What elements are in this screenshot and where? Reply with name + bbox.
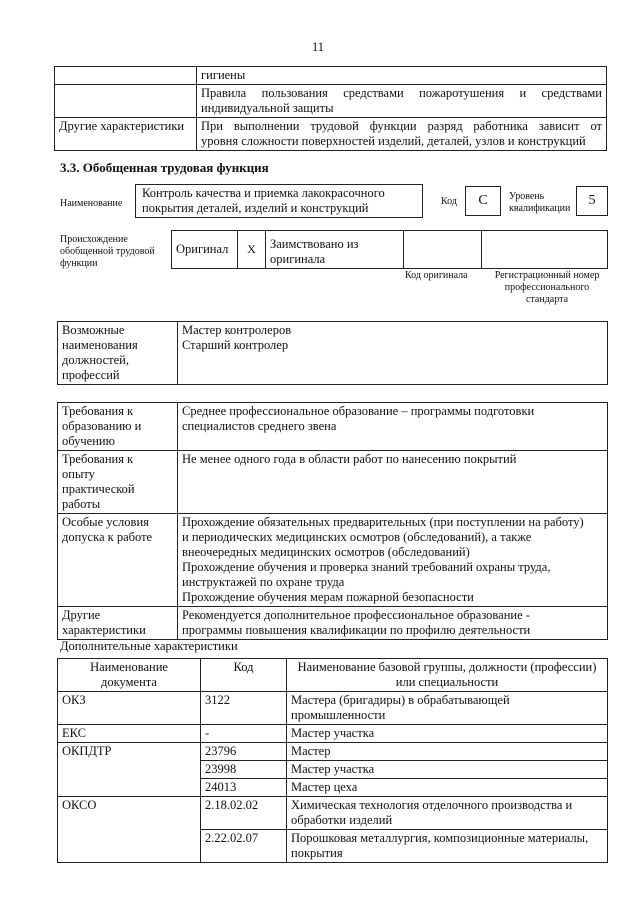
qualification-level-box: 5 — [576, 186, 608, 216]
table-row — [55, 118, 607, 151]
name-line: промышленности — [291, 708, 386, 722]
table-row — [58, 403, 608, 451]
section-title: 3.3. Обобщенная трудовая функция — [60, 160, 269, 175]
req-text-line: Прохождение обучения и проверка знаний требований охраны труда, — [182, 560, 551, 574]
origin-table — [171, 230, 608, 269]
table-header-row — [58, 659, 608, 692]
code-cell: 2.22.02.07 — [201, 830, 287, 863]
table-row — [58, 451, 608, 514]
row-label — [55, 67, 197, 85]
position-item: Мастер контролеров — [182, 323, 292, 337]
req-text-line: внеочередных медицинских осмотров (обследований) — [182, 545, 470, 559]
req-text-line: Не менее одного года в области работ по нанесению покрытий — [182, 452, 517, 466]
code-label: Код — [441, 196, 457, 207]
header-code: Код — [201, 659, 287, 692]
row-text-line: При выполнении трудовой функции разряд работника зависит от — [201, 119, 602, 133]
name-line: покрытия — [291, 846, 343, 860]
req-label-line: работы — [62, 497, 101, 511]
req-text-line: Рекомендуется дополнительное профессиональное образование - — [182, 608, 530, 622]
function-code-box: C — [465, 186, 501, 216]
name-label: Наименование — [60, 198, 123, 209]
name-line: Мастер цеха — [287, 779, 608, 797]
function-name-line: Контроль качества и приемка лакокрасочного — [142, 186, 385, 200]
table-row — [58, 607, 608, 640]
req-label-line: образованию и — [62, 419, 142, 433]
req-label-line: практической — [62, 482, 135, 496]
code-cell: 3122 — [201, 692, 287, 725]
table-row — [58, 743, 608, 761]
table-row — [58, 797, 608, 830]
req-label-line: опыту — [62, 467, 95, 481]
doc-cell: ОКЗ — [58, 692, 201, 725]
original-label: Оригинал — [172, 231, 238, 269]
original-code-cell — [404, 231, 482, 269]
req-text-line: специалистов среднего звена — [182, 419, 337, 433]
row-text-line: гигиены — [201, 68, 246, 82]
top-characteristics-table — [54, 66, 607, 151]
table-row — [58, 322, 608, 385]
row-text-line: Правила пользования средствами пожаротушения и средствами — [201, 86, 602, 100]
table-row — [172, 231, 608, 269]
header-name-line: Наименование базовой группы, должности (профессии) — [297, 660, 597, 674]
position-item: Старший контролер — [182, 338, 289, 352]
name-line: обработки изделий — [291, 813, 393, 827]
positions-label-line: должностей, — [62, 353, 129, 367]
req-label-line: Требования к — [62, 452, 134, 466]
header-name-line: или специальности — [395, 675, 499, 689]
req-label-line: допуска к работе — [62, 530, 153, 544]
table-row — [55, 85, 607, 118]
code-cell: 23998 — [201, 761, 287, 779]
req-label-line: обучению — [62, 434, 115, 448]
row-text-line: уровня сложности поверхностей изделий, деталей, узлов и конструкций — [201, 134, 586, 148]
table-row — [58, 725, 608, 743]
positions-table — [57, 321, 608, 385]
row-label — [55, 85, 197, 118]
name-line: Мастер участка — [287, 725, 608, 743]
function-name-line: покрытия деталей, изделий и конструкций — [142, 201, 369, 215]
code-cell: 23796 — [201, 743, 287, 761]
doc-cell: ОКПДТР — [58, 743, 201, 797]
reg-number-caption: Регистрационный номер профессионального стандарта — [494, 270, 600, 305]
reg-number-cell — [482, 231, 608, 269]
req-text-line: программы повышения квалификации по профилю деятельности — [182, 623, 531, 637]
req-text-line: Прохождение обучения мерам пожарной безопасности — [182, 590, 474, 604]
positions-label-line: Возможные — [62, 323, 125, 337]
req-text-line: Среднее профессиональное образование – программы подготовки — [182, 404, 535, 418]
req-label-line: характеристики — [62, 623, 146, 637]
page-number: 11 — [312, 40, 325, 54]
req-text-line: и периодических медицинских осмотров (обследований), а также — [182, 530, 532, 544]
name-line: Мастер — [287, 743, 608, 761]
borrowed-label-line: оригинала — [270, 252, 326, 266]
code-cell: 24013 — [201, 779, 287, 797]
doc-cell: ЕКС — [58, 725, 201, 743]
additional-title: Дополнительные характеристики — [60, 639, 238, 653]
code-cell: - — [201, 725, 287, 743]
name-line: Мастер участка — [287, 761, 608, 779]
level-label: Уровень квалификации — [509, 191, 571, 214]
row-label: Другие характеристики — [55, 118, 197, 151]
original-mark: X — [238, 231, 266, 269]
req-text-line: инструктажей по охране труда — [182, 575, 345, 589]
origin-label: Происхождение обобщенной трудовой функции — [60, 234, 155, 269]
name-line: Химическая технология отделочного производства и — [291, 798, 573, 812]
name-line: Мастера (бригадиры) в обрабатывающей — [291, 693, 510, 707]
positions-label-line: профессий — [62, 368, 120, 382]
table-row — [58, 692, 608, 725]
doc-cell: ОКСО — [58, 797, 201, 863]
req-text-line: Прохождение обязательных предварительных (при поступлении на работу) — [182, 515, 584, 529]
requirements-table — [57, 402, 608, 640]
positions-label-line: наименования — [62, 338, 138, 352]
table-row — [58, 514, 608, 607]
name-line: Порошковая металлургия, композиционные материалы, — [291, 831, 589, 845]
table-row — [55, 67, 607, 85]
additional-table — [57, 658, 608, 863]
code-cell: 2.18.02.02 — [201, 797, 287, 830]
function-name-box — [135, 184, 423, 218]
borrowed-label-line: Заимствовано из — [270, 237, 359, 251]
row-text-line: индивидуальной защиты — [201, 101, 334, 115]
req-label-line: Другие — [62, 608, 101, 622]
header-doc-line: документа — [101, 675, 157, 689]
req-label-line: Особые условия — [62, 515, 149, 529]
code-original-caption: Код оригинала — [405, 270, 468, 281]
header-doc-line: Наименование — [90, 660, 168, 674]
req-label-line: Требования к — [62, 404, 134, 418]
